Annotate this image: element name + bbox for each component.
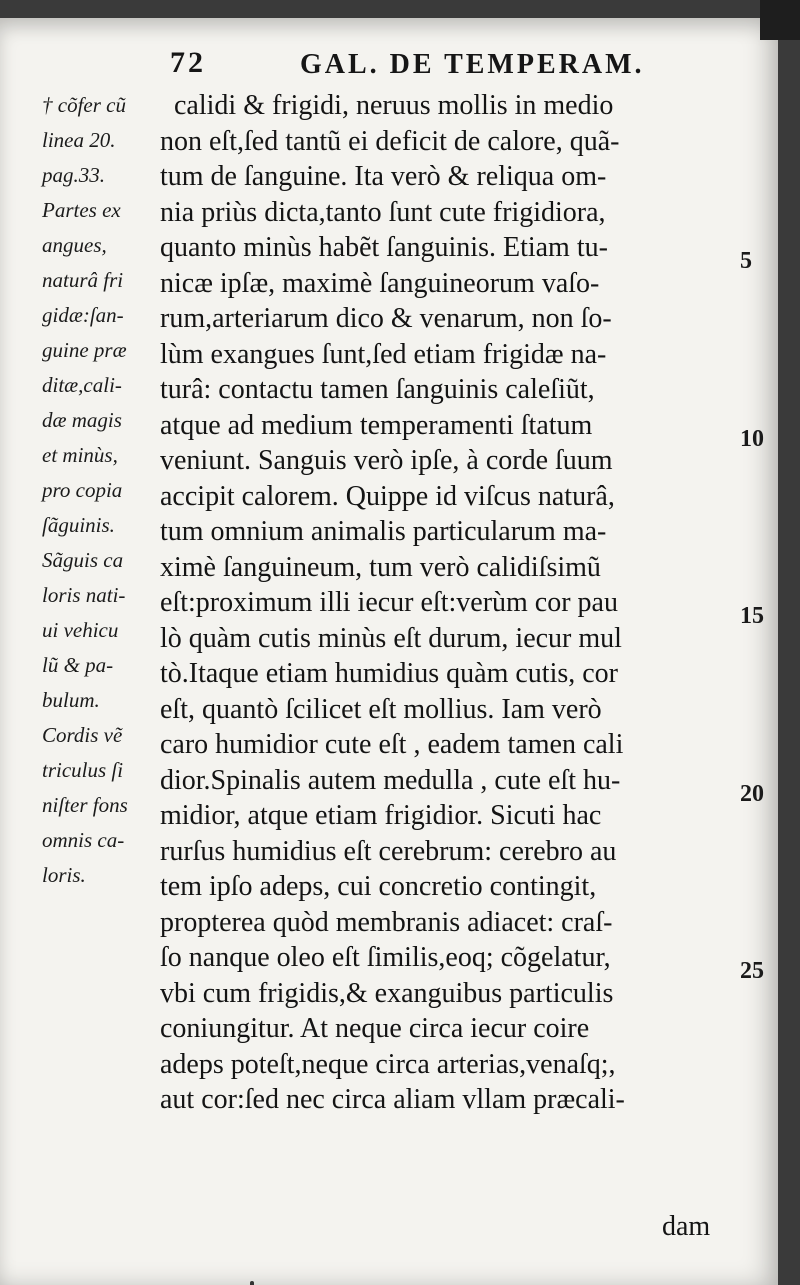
scan-edge (760, 0, 800, 40)
margin-note: pro copia (42, 478, 123, 502)
text-line: ſo nanque oleo eſt ſimilis,eoq; cõgelatur, (160, 942, 611, 973)
text-line: accipit calorem. Quippe id viſcus naturâ, (160, 480, 615, 512)
text-line: non eſt,ſed tantũ ei deficit de calore, quã- (160, 125, 620, 157)
line-number: 10 (740, 426, 764, 452)
margin-note: pag.33. (42, 163, 105, 187)
text-line: midior, atque etiam frigidior. Sicuti hac (160, 800, 602, 831)
body-text (160, 88, 740, 1118)
catchword: dam (662, 1211, 711, 1242)
margin-note: Cordis vẽ (42, 723, 123, 747)
page-header (0, 46, 778, 86)
text-line: eſt:proximum illi iecur eſt:verùm cor pau (160, 587, 618, 618)
margin-note: omnis ca- (42, 828, 125, 852)
ink-speck (250, 1281, 254, 1285)
margin-note: dæ magis (42, 408, 122, 432)
text-line: lò quàm cutis minùs eſt durum, iecur mul (160, 622, 622, 654)
line-number: 20 (740, 781, 764, 807)
margin-note: triculus ſi (42, 758, 124, 782)
text-line: quanto minùs habẽt ſanguinis. Etiam tu- (160, 232, 608, 263)
text-line: tum de ſanguine. Ita verò & reliqua om- (160, 161, 607, 192)
margin-note: bulum. (42, 688, 100, 712)
text-line: nia priùs dicta,tanto ſunt cute frigidiora, (160, 196, 606, 228)
margin-note: niſter fons (42, 793, 128, 817)
margin-note: Partes ex (42, 198, 121, 222)
text-line: ximè ſanguineum, tum verò calidiſsimũ (160, 551, 601, 583)
book-page (0, 18, 778, 1285)
text-line: adeps poteſt,neque circa arterias,venaſq;, (160, 1048, 616, 1080)
margin-note: angues, (42, 233, 107, 257)
margin-note: loris. (42, 863, 86, 887)
margin-note: † cõfer cũ (42, 93, 126, 117)
margin-note: gidæ:ſan- (42, 303, 124, 327)
text-line: lùm exangues ſunt,ſed etiam frigidæ na- (160, 338, 607, 370)
margin-note: loris nati- (42, 583, 126, 607)
text-line: eſt, quantò ſcilicet eſt mollius. Iam verò (160, 693, 602, 725)
margin-notes (42, 88, 177, 893)
text-line: rurſus humidius eſt cerebrum: cerebro au (160, 835, 617, 867)
running-title: GAL. DE TEMPERAM. (300, 49, 645, 80)
margin-note: Sãguis ca (42, 548, 124, 572)
text-line: tem ipſo adeps, cui concretio contingit, (160, 871, 597, 902)
text-line: vbi cum frigidis,& exanguibus particulis (160, 977, 614, 1009)
text-line: tò.Itaque etiam humidius quàm cutis, cor (160, 658, 619, 689)
text-line: caro humidior cute eſt , eadem tamen cali (160, 729, 624, 760)
text-line: dior.Spinalis autem medulla , cute eſt hu- (160, 764, 621, 796)
text-line: tum omnium animalis particularum ma- (160, 516, 607, 547)
text-line: nicæ ipſæ, maximè ſanguineorum vaſo- (160, 267, 600, 299)
margin-note: naturâ fri (42, 268, 124, 292)
line-number: 5 (740, 248, 752, 274)
margin-note: ditæ,cali- (42, 373, 122, 397)
margin-note: et minùs, (42, 443, 118, 467)
line-number: 15 (740, 603, 764, 629)
margin-note: guine præ (42, 338, 127, 362)
text-line: aut cor:ſed nec circa aliam vllam præcali- (160, 1084, 625, 1115)
text-line: atque ad medium temperamenti ſtatum (160, 409, 593, 441)
text-line: turâ: contactu tamen ſanguinis caleſiũt, (160, 374, 595, 405)
text-line: rum,arteriarum dico & venarum, non ſo- (160, 303, 612, 334)
text-line: veniunt. Sanguis verò ipſe, à corde ſuum (160, 445, 613, 476)
margin-note: ui vehicu (42, 618, 119, 642)
margin-note: ſãguinis. (42, 513, 115, 537)
page-number: 72 (170, 46, 206, 79)
text-line: coniungitur. At neque circa iecur coire (160, 1013, 590, 1044)
margin-note: linea 20. (42, 128, 116, 152)
line-number: 25 (740, 958, 764, 984)
text-line: propterea quòd membranis adiacet: craſ- (160, 906, 613, 938)
margin-note: lũ & pa- (42, 653, 114, 677)
text-line: calidi & frigidi, neruus mollis in medio (174, 90, 614, 121)
